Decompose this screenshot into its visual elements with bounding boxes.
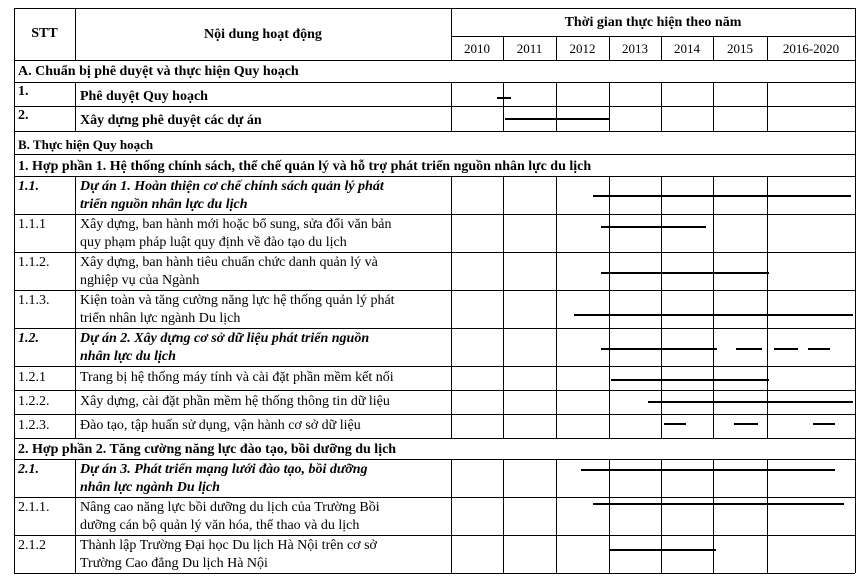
year-2014: 2014	[674, 41, 700, 56]
timeline-bar	[774, 348, 798, 350]
timeline-bar	[581, 469, 835, 471]
timeline-bar	[609, 549, 716, 551]
row-stt: 2.1.2	[18, 538, 46, 553]
grid-line	[767, 82, 768, 131]
grid-line	[14, 154, 855, 155]
grid-line	[14, 390, 855, 391]
component-2-title: 2. Hợp phần 2. Tăng cường năng lực đào tạo, bồi dưỡng du lịch	[18, 442, 397, 457]
grid-line	[855, 8, 856, 573]
section-b-title: B. Thực hiện Quy hoạch	[18, 137, 154, 152]
timeline-bar	[601, 272, 769, 274]
grid-line	[609, 82, 610, 131]
grid-line	[767, 176, 768, 438]
timeline-bar	[505, 118, 609, 120]
grid-line	[609, 176, 610, 438]
grid-line	[609, 459, 610, 573]
grid-line	[14, 366, 855, 367]
row-stt: 1.1.	[18, 179, 39, 194]
grid-line	[75, 176, 76, 438]
grid-line	[14, 106, 855, 107]
year-2015: 2015	[727, 41, 753, 56]
timeline-bar	[611, 379, 769, 381]
grid-line	[451, 82, 452, 131]
timeline-bar	[734, 423, 758, 425]
header-stt: STT	[31, 26, 58, 41]
timeline-bar	[736, 348, 762, 350]
grid-line	[75, 82, 76, 131]
grid-line	[503, 82, 504, 131]
year-2013: 2013	[622, 41, 648, 56]
grid-line	[767, 459, 768, 573]
row-activity-cont: dưỡng cán bộ quản lý văn hóa, thể thao và du lịch	[80, 518, 360, 533]
row-activity-cont: triển nhân lực ngành Du lịch	[80, 311, 241, 326]
grid-line	[14, 82, 855, 83]
row-activity: Dự án 2. Xây dựng cơ sở dữ liệu phát triển nguồn	[80, 331, 370, 346]
row-stt: 2.1.1.	[18, 500, 50, 515]
header-content: Nội dung hoạt động	[204, 27, 322, 42]
timeline-bar	[593, 195, 851, 197]
row-activity: Nâng cao năng lực bồi dưỡng du lịch của Trường Bồi	[80, 500, 380, 515]
year-2016-2020: 2016-2020	[782, 41, 840, 56]
row-stt: 1.2.2.	[18, 394, 50, 409]
grid-line	[14, 8, 855, 9]
grid-line	[14, 290, 855, 291]
timeline-bar	[601, 348, 717, 350]
grid-line	[14, 176, 855, 177]
grid-line	[14, 60, 855, 61]
timeline-bar	[593, 503, 844, 505]
year-2011: 2011	[516, 41, 543, 56]
grid-line	[713, 176, 714, 438]
grid-line	[661, 82, 662, 131]
row-stt: 1.2.1	[18, 370, 46, 385]
row-stt: 1.2.3.	[18, 418, 50, 433]
row-activity-cont: Trường Cao đẳng Du lịch Hà Nội	[80, 556, 268, 571]
row-activity: Xây dựng, ban hành tiêu chuẩn chức danh quản lý và	[80, 255, 378, 270]
grid-line	[14, 328, 855, 329]
row-activity: Trang bị hệ thống máy tính và cài đặt phần mềm kết nối	[80, 370, 394, 385]
row-stt: 1.	[18, 84, 29, 99]
year-2010: 2010	[464, 41, 490, 56]
grid-line	[14, 8, 15, 573]
row-activity: Thành lập Trường Đại học Du lịch Hà Nội trên cơ sở	[80, 538, 377, 553]
grid-line	[556, 82, 557, 131]
timeline-bar	[497, 97, 511, 99]
grid-line	[451, 459, 452, 573]
row-stt: 1.2.	[18, 331, 39, 346]
row-stt: 1.1.1	[18, 217, 46, 232]
grid-line	[451, 176, 452, 438]
grid-line	[503, 176, 504, 438]
row-activity: Xây dựng phê duyệt các dự án	[80, 113, 262, 128]
grid-line	[14, 497, 855, 498]
header-time: Thời gian thực hiện theo năm	[564, 15, 742, 30]
grid-line	[661, 459, 662, 573]
timeline-bar	[574, 314, 853, 316]
row-stt: 1.1.3.	[18, 293, 50, 308]
timeline-tick	[503, 93, 504, 101]
row-activity-cont: nhân lực ngành Du lịch	[80, 480, 220, 495]
grid-line	[556, 459, 557, 573]
row-stt: 1.1.2.	[18, 255, 50, 270]
row-activity: Xây dựng, ban hành mới hoặc bổ sung, sửa đổi văn bản	[80, 217, 392, 232]
row-activity: Đào tạo, tập huấn sử dụng, vận hành cơ sở dữ liệu	[80, 418, 361, 433]
grid-line	[14, 535, 855, 536]
grid-line	[661, 176, 662, 438]
timeline-bar	[813, 423, 835, 425]
grid-line	[14, 438, 855, 439]
grid-line	[14, 214, 855, 215]
grid-line	[503, 459, 504, 573]
timeline-bar	[808, 348, 830, 350]
grid-line	[14, 573, 855, 574]
timeline-bar	[601, 226, 706, 228]
row-activity-cont: nhân lực du lịch	[80, 349, 176, 364]
row-activity: Dự án 3. Phát triển mạng lưới đào tạo, bồi dưỡng	[80, 462, 368, 477]
row-activity-cont: triển nguồn nhân lực du lịch	[80, 197, 248, 212]
year-2012: 2012	[569, 41, 596, 56]
timeline-bar	[648, 401, 853, 403]
row-stt: 2.	[18, 108, 29, 123]
row-stt: 2.1.	[18, 462, 39, 477]
grid-line	[556, 176, 557, 438]
row-activity: Dự án 1. Hoàn thiện cơ chế chính sách quản lý phát	[80, 179, 384, 194]
grid-line	[14, 459, 855, 460]
grid-line	[451, 36, 855, 37]
component-1-title: 1. Hợp phần 1. Hệ thống chính sách, thể chế quản lý và hỗ trợ phát triển nguồn nhân lực du lịch	[18, 159, 592, 174]
row-activity-cont: nghiệp vụ của Ngành	[80, 273, 200, 288]
row-activity: Xây dựng, cài đặt phần mềm hệ thống thông tin dữ liệu	[80, 394, 390, 409]
row-activity: Phê duyệt Quy hoạch	[80, 89, 208, 104]
grid-line	[14, 252, 855, 253]
grid-line	[14, 131, 855, 132]
timeline-bar	[664, 423, 686, 425]
row-activity: Kiện toàn và tăng cường năng lực hệ thống quản lý phát	[80, 293, 395, 308]
grid-line	[713, 82, 714, 131]
row-activity-cont: quy phạm pháp luật quy định về đào tạo du lịch	[80, 235, 347, 250]
grid-line	[14, 414, 855, 415]
section-a-title: A. Chuẩn bị phê duyệt và thực hiện Quy hoạch	[18, 64, 299, 79]
grid-line	[75, 459, 76, 573]
grid-line	[713, 459, 714, 573]
